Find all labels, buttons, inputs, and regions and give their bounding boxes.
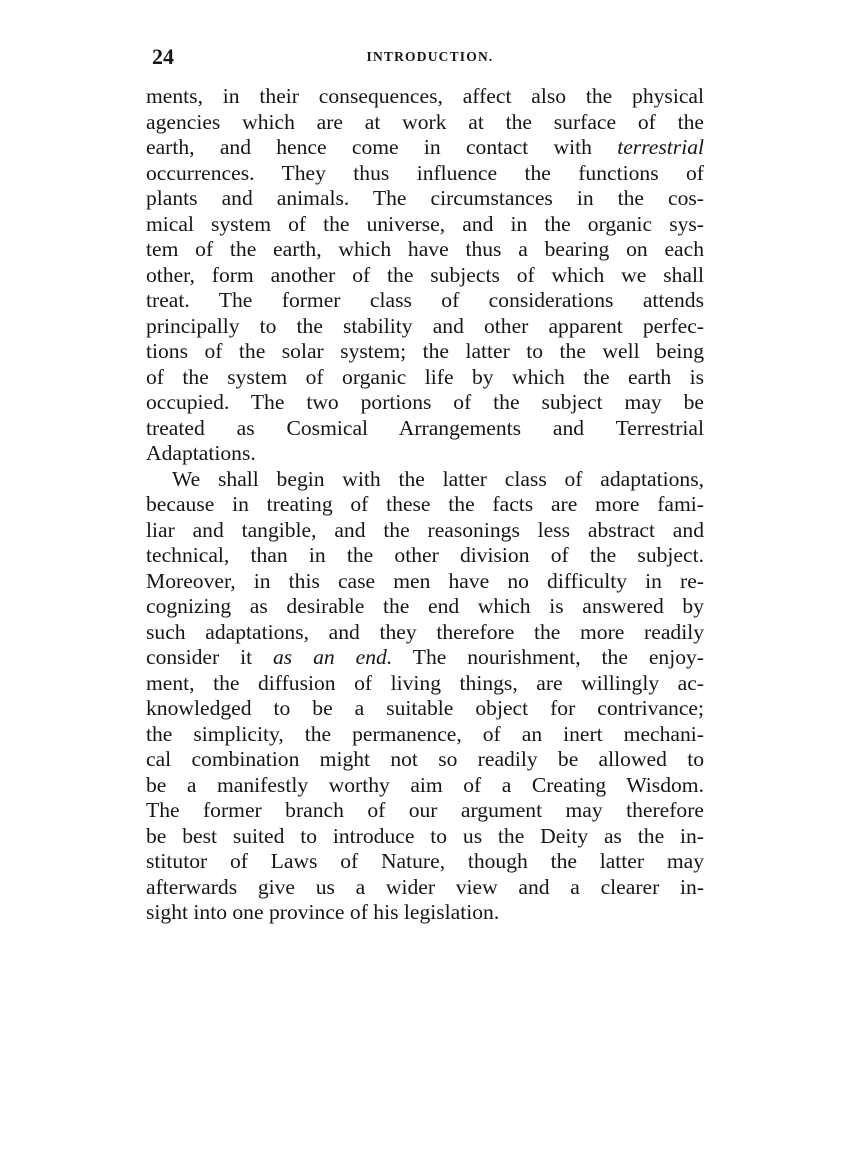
text-line: [146, 900, 704, 926]
text-line: [146, 518, 704, 544]
text-line: [146, 849, 704, 875]
page-header: [152, 44, 708, 74]
text-run: mical system of the universe, and in the organic sys-: [146, 211, 704, 236]
text-line: [146, 747, 704, 773]
text-run: plants and animals. The circumstances in the cos-: [146, 186, 704, 210]
text-run: cognizing as desirable the end which is answered by: [146, 594, 704, 618]
text-run: earth, and hence come in contact with: [146, 135, 618, 159]
text-run: cal combination might not so readily be allowed to: [146, 747, 704, 771]
text-line: [146, 773, 704, 799]
text-run: of the system of organic life by which the earth is: [146, 364, 704, 389]
text-line: [146, 620, 704, 646]
text-run: agencies which are at work at the surface of the: [146, 109, 704, 134]
italic-text: as an end.: [273, 645, 393, 669]
text-line: [146, 390, 704, 416]
text-line: [146, 263, 704, 289]
text-run: occurrences. They thus influence the functions of: [146, 160, 704, 185]
text-line: [146, 339, 704, 365]
text-line: [146, 161, 704, 187]
text-run: treat. The former class of considerations attends: [146, 288, 704, 312]
text-line: [146, 722, 704, 748]
text-run: Moreover, in this case men have no difficulty in re-: [146, 568, 704, 593]
text-run: We shall begin with the latter class of adaptations,: [172, 466, 704, 491]
text-run: be best suited to introduce to us the Deity as the in-: [146, 823, 704, 848]
text-run: Adaptations.: [146, 441, 256, 465]
text-run: principally to the stability and other apparent perfec-: [146, 313, 704, 338]
text-line: [146, 84, 704, 110]
text-line: [146, 314, 704, 340]
text-line: [146, 569, 704, 595]
text-run: such adaptations, and they therefore the more readily: [146, 619, 704, 644]
text-run: be a manifestly worthy aim of a Creating Wisdom.: [146, 772, 704, 797]
text-run: ment, the diffusion of living things, are willingly ac-: [146, 670, 704, 695]
text-run: treated as Cosmical Arrangements and Terrestrial: [146, 415, 704, 440]
text-line: [146, 645, 704, 671]
text-run: ments, in their consequences, affect also the physical: [146, 84, 704, 108]
text-line: [146, 441, 704, 467]
text-run: stitutor of Laws of Nature, though the latter may: [146, 849, 704, 873]
text-line: [146, 798, 704, 824]
text-run: occupied. The two portions of the subject may be: [146, 390, 704, 414]
text-run: other, form another of the subjects of which we shall: [146, 262, 704, 287]
text-run: liar and tangible, and the reasonings less abstract and: [146, 517, 704, 542]
text-run: knowledged to be a suitable object for contrivance;: [146, 696, 704, 720]
text-line: [146, 543, 704, 569]
text-line: [146, 594, 704, 620]
text-line: [146, 212, 704, 238]
text-line: [146, 288, 704, 314]
text-line: [146, 875, 704, 901]
body-text: [146, 84, 704, 926]
paragraph: [146, 84, 704, 467]
text-run: tions of the solar system; the latter to the well being: [146, 339, 704, 363]
text-line: [146, 824, 704, 850]
text-run: technical, than in the other division of the subject.: [146, 543, 704, 567]
running-head: INTRODUCTION.: [366, 49, 494, 64]
text-run: because in treating of these the facts are more fami-: [146, 492, 704, 516]
text-line: [146, 492, 704, 518]
text-line: [146, 237, 704, 263]
text-line: [146, 416, 704, 442]
text-run: The former branch of our argument may therefore: [146, 798, 704, 822]
text-line: [146, 135, 704, 161]
text-line: [146, 110, 704, 136]
paragraph: [146, 467, 704, 926]
text-line: [146, 467, 704, 493]
text-run: The nourishment, the enjoy-: [392, 645, 704, 669]
text-run: tem of the earth, which have thus a bearing on each: [146, 237, 704, 261]
text-run: sight into one province of his legislation.: [146, 900, 500, 924]
text-line: [146, 186, 704, 212]
text-run: afterwards give us a wider view and a clearer in-: [146, 874, 704, 899]
italic-text: terrestrial: [617, 135, 704, 159]
text-line: [146, 365, 704, 391]
text-line: [146, 671, 704, 697]
text-run: the simplicity, the permanence, of an inert mechani-: [146, 721, 704, 746]
text-run: consider it: [146, 645, 273, 669]
text-line: [146, 696, 704, 722]
page-number: 24: [152, 44, 174, 69]
